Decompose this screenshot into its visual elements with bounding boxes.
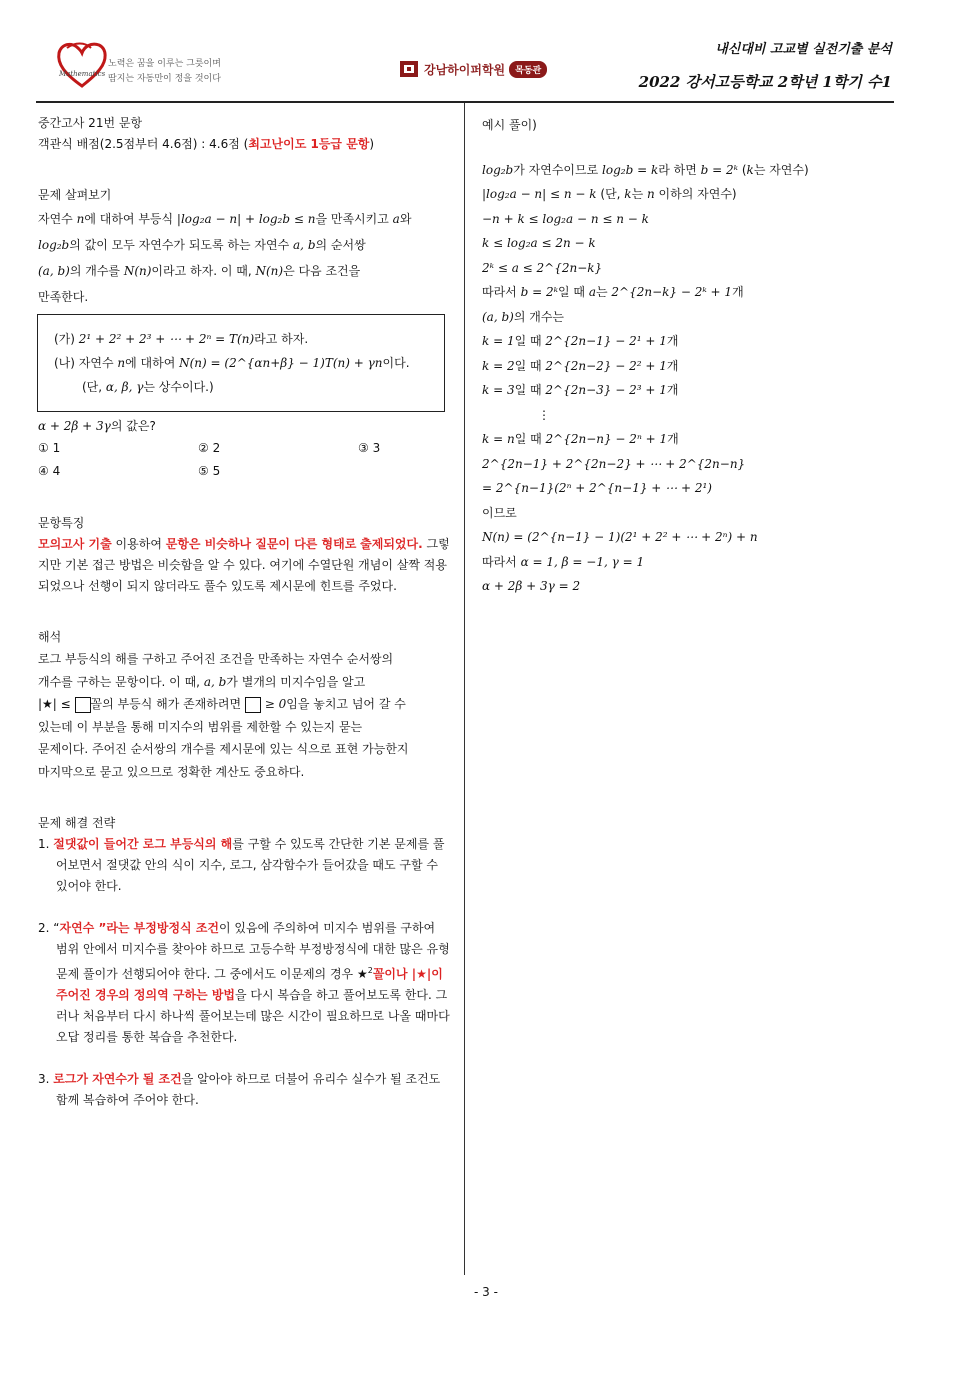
sol-line: k = 3일 때 2^{2n−3} − 2³ + 1개 [482,383,679,397]
choice-4[interactable]: ④ 4 [38,464,61,478]
condition-na: (나) 자연수 n에 대하여 N(n) = (2^{αn+β} − 1)T(n) + γn이다. [54,356,410,370]
section-title-feature: 문항특징 [38,516,85,530]
academy-logo [398,58,547,80]
page-header [0,0,972,105]
problem-text: 자연수 n에 대하여 부등식 |log₂a − n| + log₂b ≤ n을 만족시키고 a와 log₂b의 값이 모두 자연수가 되도록 하는 자연수 a, b의 순서쌍 (a, b)의 개수를 N(n)이라고 하자. 이 때, N(n)은 다음 조건을 만족한다. [38,212,412,304]
strategy-1: 1. 절댓값이 들어간 로그 부등식의 해를 구할 수 있도록 간단한 기본 문제를 풀어보면서 절댓값 안의 식이 지수, 로그, 삼각함수가 들어갔을 때도 구할 수 있어야 한다. [38,837,445,893]
sol-line: = 2^{n−1}(2ⁿ + 2^{n−1} + ⋯ + 2¹) [482,481,712,495]
sol-final: α + 2β + 3γ = 2 [482,579,581,593]
section-title-look: 문제 살펴보기 [38,188,112,202]
blank-box-icon [75,697,91,713]
right-column [482,113,892,599]
svg-text:Mathematics: Mathematics [59,70,106,78]
choice-1[interactable]: ① 1 [38,441,61,455]
choice-3[interactable]: ③ 3 [358,441,381,455]
sol-line: |log₂a − n| ≤ n − k (단, k는 n 이하의 자연수) [482,187,737,201]
solution-title: 예시 풀이) [482,118,537,132]
left-column [38,113,450,1111]
sol-line: k ≤ log₂a ≤ 2n − k [482,236,596,250]
sol-line: N(n) = (2^{n−1} − 1)(2¹ + 2² + ⋯ + 2ⁿ) + n [482,530,758,544]
motto: 노력은 꿈을 이루는 그릇이며 땀지는 자동만이 정을 것이다 [108,59,221,84]
sol-line: 2^{2n−1} + 2^{2n−2} + ⋯ + 2^{2n−n} [482,456,746,471]
sol-line: log₂b가 자연수이므로 log₂b = k라 하면 b = 2ᵏ (k는 자연수) [482,162,809,177]
feature-text: 모의고사 기출 이용하여 문항은 비슷하나 질문이 다른 형태로 출제되었다. 그렇지만 기본 접근 방법은 비슷함을 알 수 있다. 여기에 수열단원 개념이 살짝 적용되었으나 선행이 되지 않더라도 풀수 있도록 제시문에 힌트를 주었다. [38,537,450,593]
score-line: 객관식 배점(2.5점부터 4.6점) : 4.6점 (최고난이도 1등급 문항) [38,137,375,151]
sol-line: (a, b)의 개수는 [482,309,565,324]
academy-branch-badge: 목동관 [509,61,547,78]
sol-line: 따라서 α = 1, β = −1, γ = 1 [482,554,645,569]
sol-line: k = 2일 때 2^{2n−2} − 2² + 1개 [482,358,679,373]
analysis-text: 로그 부등식의 해를 구하고 주어진 조건을 만족하는 자연수 순서쌍의 개수를 구하는 문항이다. 이 때, a, b가 별개의 미지수임을 알고 |★| ≤ 꼴의 부등식 해가 존재하려면 ≥ 0임을 놓치고 넘어 갈 수 있는데 이 부분을 통해 미지수의 범위를 제한할 수 있는지 묻는 문제이다. 주어진 순서쌍의 개수를 제시문에 있는 식으로 표현 가능한지 마지막으로 묻고 있으므로 정확한 계산도 중요하다. [38,652,409,779]
question-ask: α + 2β + 3γ의 값은? [38,419,156,433]
sol-line: −n + k ≤ log₂a − n ≤ n − k [482,211,649,226]
choice-5[interactable]: ⑤ 5 [198,464,221,478]
answer-choices [38,437,450,483]
condition-ga: (가) 2¹ + 2² + 2³ + ⋯ + 2ⁿ = T(n)라고 하자. [54,332,309,346]
section-title-strategy: 문제 해결 전략 [38,816,116,830]
question-title: 중간고사 21번 문항 [38,116,143,130]
section-title-analysis: 해석 [38,630,62,644]
sol-line: k = 1일 때 2^{2n−1} − 2¹ + 1개 [482,334,679,348]
column-divider [464,103,465,1275]
header-rule [36,101,894,103]
condition-note: (단, α, β, γ는 상수이다.) [82,380,214,394]
sol-line: 따라서 b = 2ᵏ일 때 a는 2^{2n−k} − 2ᵏ + 1개 [482,285,744,299]
sol-line: k = n일 때 2^{2n−n} − 2ⁿ + 1개 [482,432,679,446]
page-number: - 3 - [474,1285,498,1299]
solution-body [482,158,892,599]
strategy-3: 3. 로그가 자연수가 될 조건을 알아야 하므로 더불어 유리수 실수가 될 조건도 함께 복습하여 주어야 한다. [38,1072,441,1107]
header-course-info: 내신대비 고교별 실전기출 분석 2022 강서고등학교 2학년 1학기 수1 [638,42,892,91]
condition-box [37,314,445,412]
sol-vdots: ⋮ [538,407,550,422]
sol-line: 이므로 [482,505,517,520]
academy-crest-icon [398,58,420,80]
blank-box-icon [245,697,261,713]
choice-2[interactable]: ② 2 [198,441,221,455]
academy-name: 강남하이퍼학원 [424,62,506,77]
heart-logo-icon [55,38,110,90]
strategy-2: 2. “자연수 ”라는 부정방정식 조건이 있음에 주의하여 미지수 범위를 구하여 범위 안에서 미지수를 찾아야 하므로 고등수학 부정방정식에 대한 많은 유형 문제 풀이가 선행되어야 한다. 그 중에서도 이문제의 경우 ★$^2$꼴이나 |★|이 주어진 경우의 정의역 구하는 방법을 다시 복습을 하고 풀어보도록 한다. 그러나 처음부터 다시 하나씩 풀어보는데 많은 시간이 필요하므로 나올 때마다 오답 정리를 통한 복습을 추천한다. [38,921,450,1044]
sol-line: 2ᵏ ≤ a ≤ 2^{2n−k} [482,260,603,275]
